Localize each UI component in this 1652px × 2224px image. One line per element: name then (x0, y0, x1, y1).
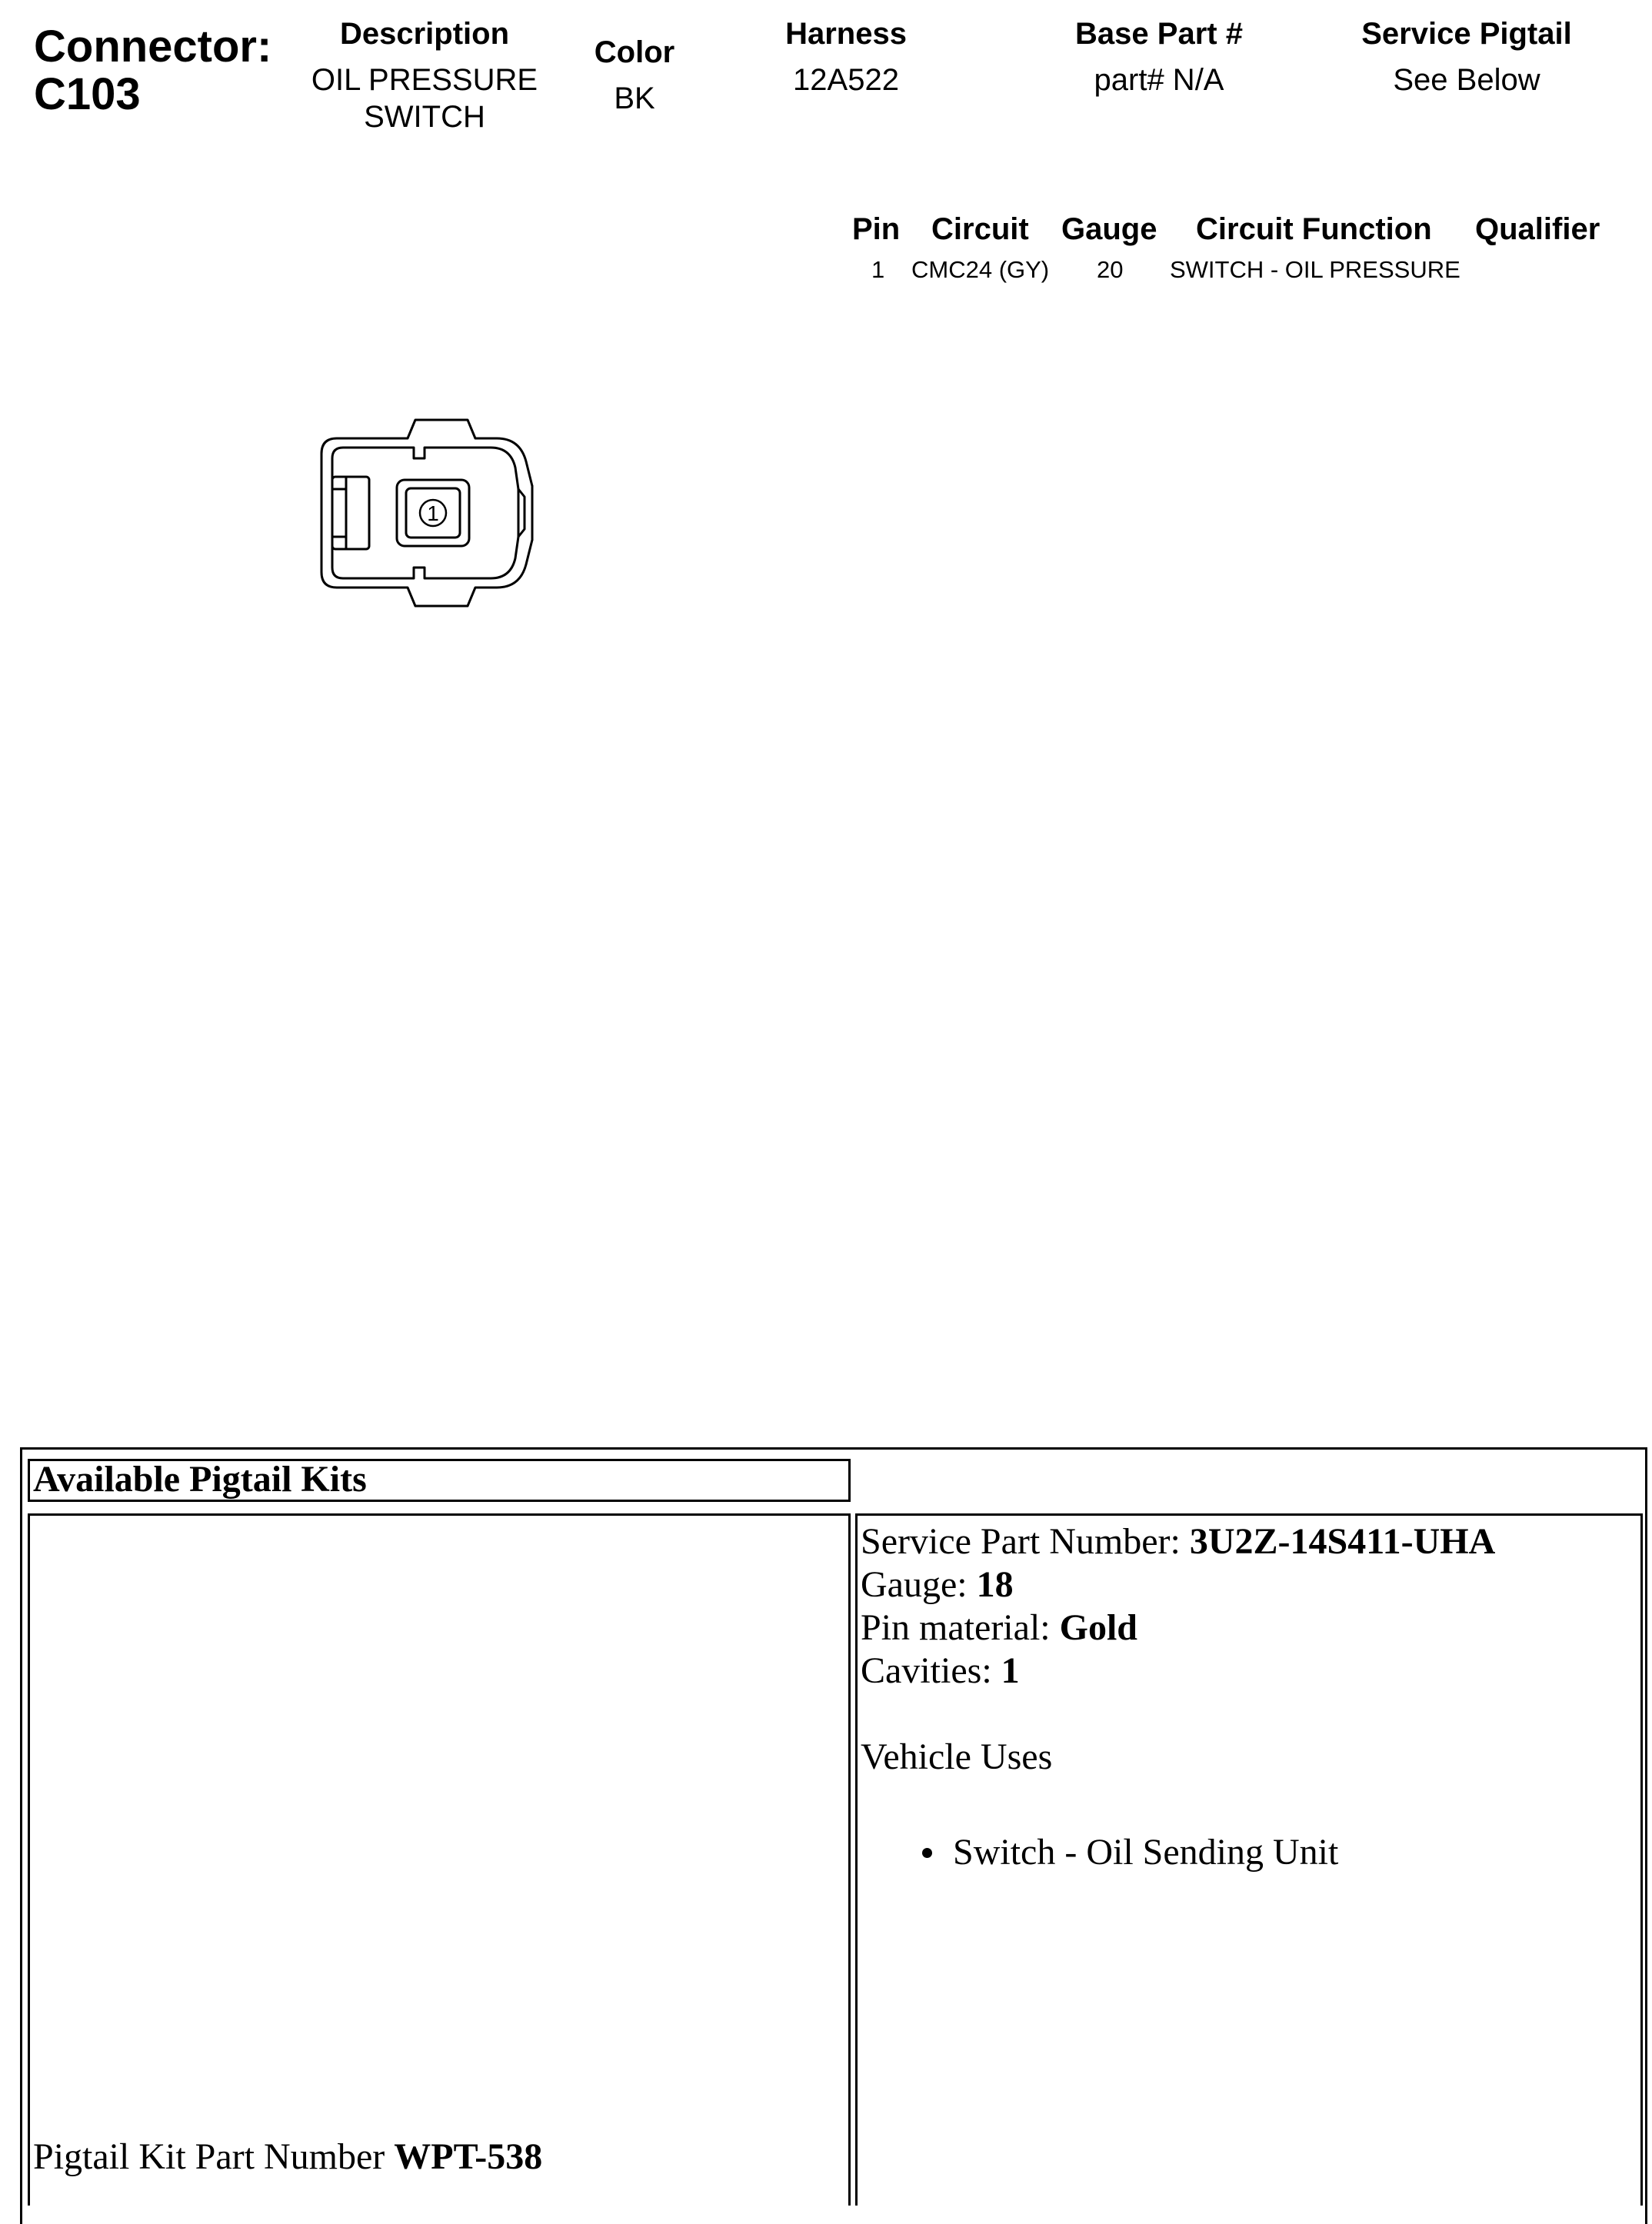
circuit-function-cell: SWITCH - OIL PRESSURE (1170, 256, 1460, 283)
connector-label: Connector: (34, 22, 272, 72)
pigtail-image-cell (28, 1513, 851, 2206)
pigtail-section-title: Available Pigtail Kits (33, 1459, 367, 1500)
pigtail-kit-part (33, 2136, 542, 2179)
gauge-label: Gauge: (861, 1564, 968, 1605)
color-label: Color (594, 35, 675, 69)
pin-material-label: Pin material: (861, 1607, 1051, 1648)
service-pigtail-label: Service Pigtail (1361, 17, 1572, 51)
pin-material-line (861, 1606, 1137, 1650)
qualifier-header: Qualifier (1475, 212, 1600, 246)
circuit-header: Circuit (931, 212, 1029, 246)
gauge-header: Gauge (1061, 212, 1157, 246)
gauge-cell: 20 (1097, 256, 1124, 283)
color-column (558, 34, 711, 117)
description-label: Description (339, 17, 510, 51)
service-part-value: 3U2Z-14S411-UHA (1189, 1521, 1496, 1562)
cavity-label: 1 (427, 501, 439, 525)
pin-header: Pin (852, 212, 901, 246)
description-line-2: SWITCH (364, 100, 485, 134)
harness-column (731, 15, 961, 98)
pigtail-kit-part-value: WPT-538 (394, 2136, 543, 2177)
description-line-1: OIL PRESSURE (311, 63, 538, 97)
pin-material-value: Gold (1059, 1607, 1137, 1648)
connector-id: C103 (34, 69, 141, 119)
pigtail-details-cell (855, 1513, 1643, 2206)
connector-face-diagram (315, 412, 546, 612)
service-part-label: Service Part Number: (861, 1521, 1181, 1562)
base-part-label: Base Part # (1075, 17, 1243, 51)
cavities-value: 1 (1001, 1650, 1020, 1691)
circuit-function-header: Circuit Function (1196, 212, 1432, 246)
harness-label: Harness (785, 17, 907, 51)
pin-cell: 1 (871, 256, 885, 283)
cavities-label: Cavities: (861, 1650, 992, 1691)
cavities-line (861, 1650, 1020, 1693)
service-pigtail-value: See Below (1393, 63, 1540, 97)
pigtail-title-cell (28, 1459, 851, 1502)
harness-value: 12A522 (793, 63, 899, 97)
base-part-column (1044, 15, 1274, 98)
gauge-value: 18 (976, 1564, 1014, 1605)
service-pigtail-column (1336, 15, 1597, 98)
circuit-cell: CMC24 (GY) (911, 256, 1050, 283)
connector-latch (332, 477, 369, 549)
connector-inner-housing (332, 448, 518, 578)
connector-heading (34, 23, 271, 118)
bullet-icon (922, 1848, 932, 1858)
description-column (271, 15, 578, 135)
service-part-line (861, 1520, 1495, 1563)
vehicle-uses-label: Vehicle Uses (861, 1736, 1053, 1777)
list-item: Switch - Oil Sending Unit (953, 1832, 1339, 1873)
base-part-value: part# N/A (1094, 63, 1224, 97)
gauge-line (861, 1563, 1014, 1606)
pigtail-kit-part-label: Pigtail Kit Part Number (33, 2136, 385, 2177)
color-value: BK (614, 82, 655, 115)
